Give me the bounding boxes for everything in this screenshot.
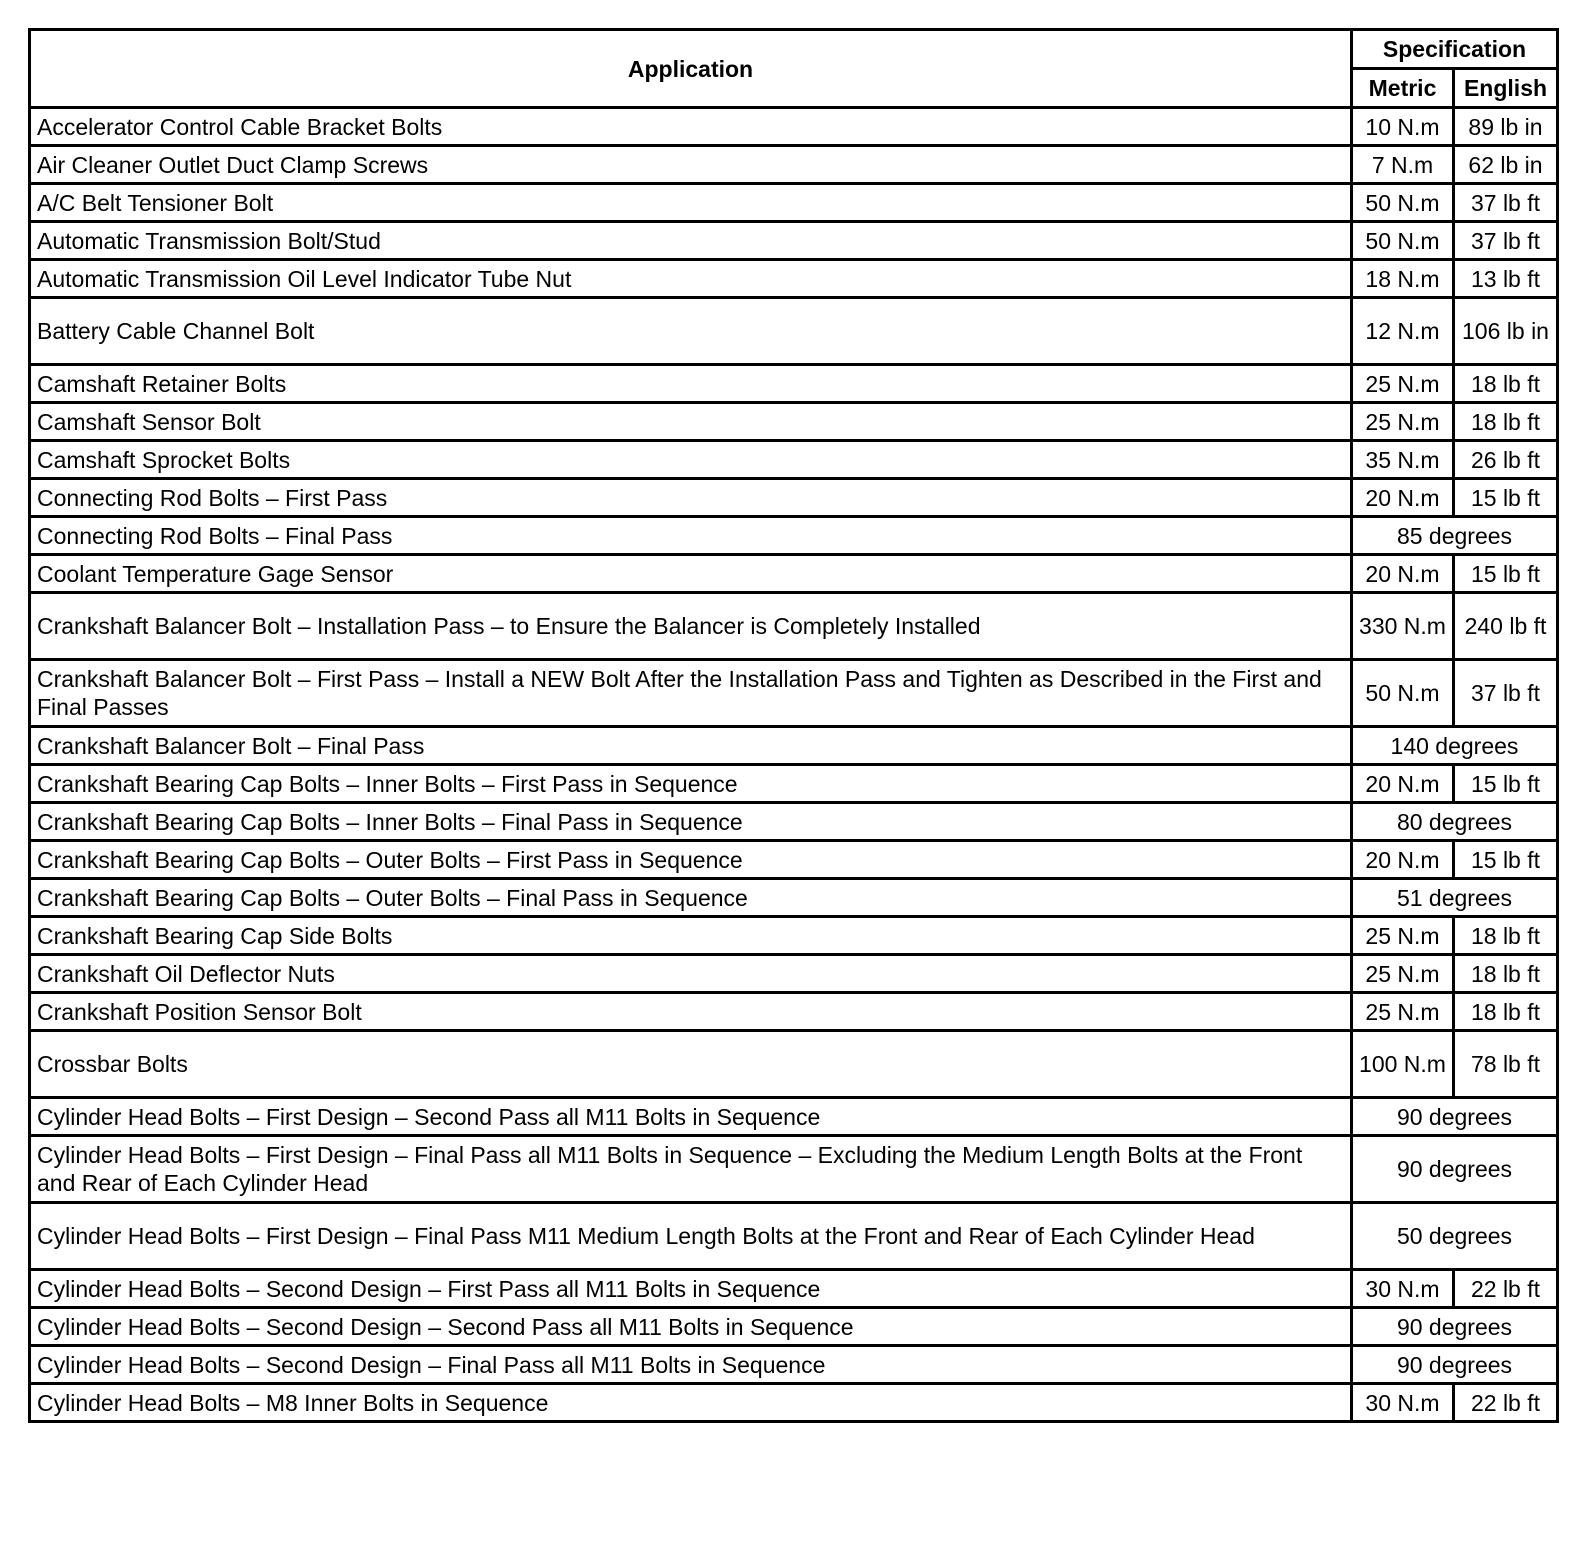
table-row [30, 184, 1558, 222]
table-row [30, 1270, 1558, 1308]
table-row [30, 365, 1558, 403]
application-cell: Cylinder Head Bolts – Second Design – Final Pass all M11 Bolts in Sequence [30, 1346, 1352, 1384]
application-cell: Crossbar Bolts [30, 1031, 1352, 1098]
table-row [30, 108, 1558, 146]
english-cell: 15 lb ft [1454, 479, 1558, 517]
degrees-cell: 50 degrees [1352, 1203, 1558, 1270]
application-cell: Connecting Rod Bolts – First Pass [30, 479, 1352, 517]
english-cell: 15 lb ft [1454, 841, 1558, 879]
metric-cell: 10 N.m [1352, 108, 1454, 146]
header-english: English [1454, 69, 1558, 108]
english-cell: 18 lb ft [1454, 403, 1558, 441]
english-cell: 26 lb ft [1454, 441, 1558, 479]
metric-cell: 330 N.m [1352, 593, 1454, 660]
table-row [30, 1346, 1558, 1384]
table-row [30, 403, 1558, 441]
table-row [30, 765, 1558, 803]
table-row [30, 803, 1558, 841]
application-cell: Crankshaft Bearing Cap Bolts – Inner Bolts – Final Pass in Sequence [30, 803, 1352, 841]
application-cell: Cylinder Head Bolts – First Design – Final Pass M11 Medium Length Bolts at the Front and Rear of Each Cylinder Head [30, 1203, 1352, 1270]
table-row [30, 1384, 1558, 1422]
metric-cell: 50 N.m [1352, 660, 1454, 727]
metric-cell: 35 N.m [1352, 441, 1454, 479]
table-row [30, 593, 1558, 660]
application-cell: Cylinder Head Bolts – Second Design – Second Pass all M11 Bolts in Sequence [30, 1308, 1352, 1346]
degrees-cell: 80 degrees [1352, 803, 1558, 841]
table-row [30, 298, 1558, 365]
application-cell: Camshaft Retainer Bolts [30, 365, 1352, 403]
degrees-cell: 90 degrees [1352, 1346, 1558, 1384]
table-row [30, 993, 1558, 1031]
table-row [30, 146, 1558, 184]
table-row [30, 517, 1558, 555]
torque-spec-table [28, 28, 1559, 1423]
english-cell: 22 lb ft [1454, 1384, 1558, 1422]
english-cell: 18 lb ft [1454, 365, 1558, 403]
degrees-cell: 51 degrees [1352, 879, 1558, 917]
metric-cell: 25 N.m [1352, 917, 1454, 955]
english-cell: 37 lb ft [1454, 660, 1558, 727]
table-row [30, 1136, 1558, 1203]
metric-cell: 20 N.m [1352, 765, 1454, 803]
table-row [30, 955, 1558, 993]
metric-cell: 30 N.m [1352, 1270, 1454, 1308]
application-cell: Crankshaft Balancer Bolt – First Pass – Install a NEW Bolt After the Installation Pass and Tighten as Described in the First and Final Passes [30, 660, 1352, 727]
english-cell: 18 lb ft [1454, 917, 1558, 955]
application-cell: Coolant Temperature Gage Sensor [30, 555, 1352, 593]
degrees-cell: 85 degrees [1352, 517, 1558, 555]
application-cell: Crankshaft Bearing Cap Bolts – Inner Bolts – First Pass in Sequence [30, 765, 1352, 803]
metric-cell: 50 N.m [1352, 222, 1454, 260]
english-cell: 18 lb ft [1454, 955, 1558, 993]
table-row [30, 441, 1558, 479]
header-specification: Specification [1352, 30, 1558, 69]
application-cell: Battery Cable Channel Bolt [30, 298, 1352, 365]
application-cell: Crankshaft Bearing Cap Bolts – Outer Bolts – First Pass in Sequence [30, 841, 1352, 879]
english-cell: 106 lb in [1454, 298, 1558, 365]
metric-cell: 20 N.m [1352, 555, 1454, 593]
metric-cell: 18 N.m [1352, 260, 1454, 298]
metric-cell: 7 N.m [1352, 146, 1454, 184]
english-cell: 240 lb ft [1454, 593, 1558, 660]
degrees-cell: 140 degrees [1352, 727, 1558, 765]
metric-cell: 25 N.m [1352, 403, 1454, 441]
application-cell: Connecting Rod Bolts – Final Pass [30, 517, 1352, 555]
table-row [30, 1031, 1558, 1098]
application-cell: Cylinder Head Bolts – First Design – Second Pass all M11 Bolts in Sequence [30, 1098, 1352, 1136]
english-cell: 89 lb in [1454, 108, 1558, 146]
table-row [30, 260, 1558, 298]
application-cell: Crankshaft Balancer Bolt – Final Pass [30, 727, 1352, 765]
application-cell: Cylinder Head Bolts – M8 Inner Bolts in Sequence [30, 1384, 1352, 1422]
application-cell: Cylinder Head Bolts – First Design – Final Pass all M11 Bolts in Sequence – Excluding the Medium Length Bolts at the Front and Rear of Each Cylinder Head [30, 1136, 1352, 1203]
english-cell: 37 lb ft [1454, 184, 1558, 222]
application-cell: Camshaft Sensor Bolt [30, 403, 1352, 441]
metric-cell: 30 N.m [1352, 1384, 1454, 1422]
english-cell: 37 lb ft [1454, 222, 1558, 260]
metric-cell: 12 N.m [1352, 298, 1454, 365]
application-cell: Automatic Transmission Oil Level Indicator Tube Nut [30, 260, 1352, 298]
table-row [30, 1203, 1558, 1270]
table-row [30, 917, 1558, 955]
table-row [30, 841, 1558, 879]
application-cell: Camshaft Sprocket Bolts [30, 441, 1352, 479]
english-cell: 15 lb ft [1454, 555, 1558, 593]
table-row [30, 879, 1558, 917]
application-cell: Air Cleaner Outlet Duct Clamp Screws [30, 146, 1352, 184]
table-row [30, 222, 1558, 260]
header-metric: Metric [1352, 69, 1454, 108]
application-cell: Crankshaft Position Sensor Bolt [30, 993, 1352, 1031]
metric-cell: 50 N.m [1352, 184, 1454, 222]
application-cell: Automatic Transmission Bolt/Stud [30, 222, 1352, 260]
metric-cell: 20 N.m [1352, 841, 1454, 879]
application-cell: A/C Belt Tensioner Bolt [30, 184, 1352, 222]
metric-cell: 20 N.m [1352, 479, 1454, 517]
application-cell: Cylinder Head Bolts – Second Design – First Pass all M11 Bolts in Sequence [30, 1270, 1352, 1308]
metric-cell: 100 N.m [1352, 1031, 1454, 1098]
degrees-cell: 90 degrees [1352, 1136, 1558, 1203]
application-cell: Crankshaft Bearing Cap Side Bolts [30, 917, 1352, 955]
table-row [30, 727, 1558, 765]
english-cell: 18 lb ft [1454, 993, 1558, 1031]
english-cell: 13 lb ft [1454, 260, 1558, 298]
degrees-cell: 90 degrees [1352, 1098, 1558, 1136]
application-cell: Crankshaft Balancer Bolt – Installation Pass – to Ensure the Balancer is Completely Installed [30, 593, 1352, 660]
metric-cell: 25 N.m [1352, 365, 1454, 403]
table-row [30, 479, 1558, 517]
english-cell: 22 lb ft [1454, 1270, 1558, 1308]
english-cell: 78 lb ft [1454, 1031, 1558, 1098]
application-cell: Crankshaft Bearing Cap Bolts – Outer Bolts – Final Pass in Sequence [30, 879, 1352, 917]
english-cell: 62 lb in [1454, 146, 1558, 184]
application-cell: Accelerator Control Cable Bracket Bolts [30, 108, 1352, 146]
application-cell: Crankshaft Oil Deflector Nuts [30, 955, 1352, 993]
table-row [30, 660, 1558, 727]
degrees-cell: 90 degrees [1352, 1308, 1558, 1346]
metric-cell: 25 N.m [1352, 955, 1454, 993]
table-row [30, 555, 1558, 593]
table-row [30, 1308, 1558, 1346]
english-cell: 15 lb ft [1454, 765, 1558, 803]
table-row [30, 1098, 1558, 1136]
metric-cell: 25 N.m [1352, 993, 1454, 1031]
header-application: Application [30, 30, 1352, 108]
